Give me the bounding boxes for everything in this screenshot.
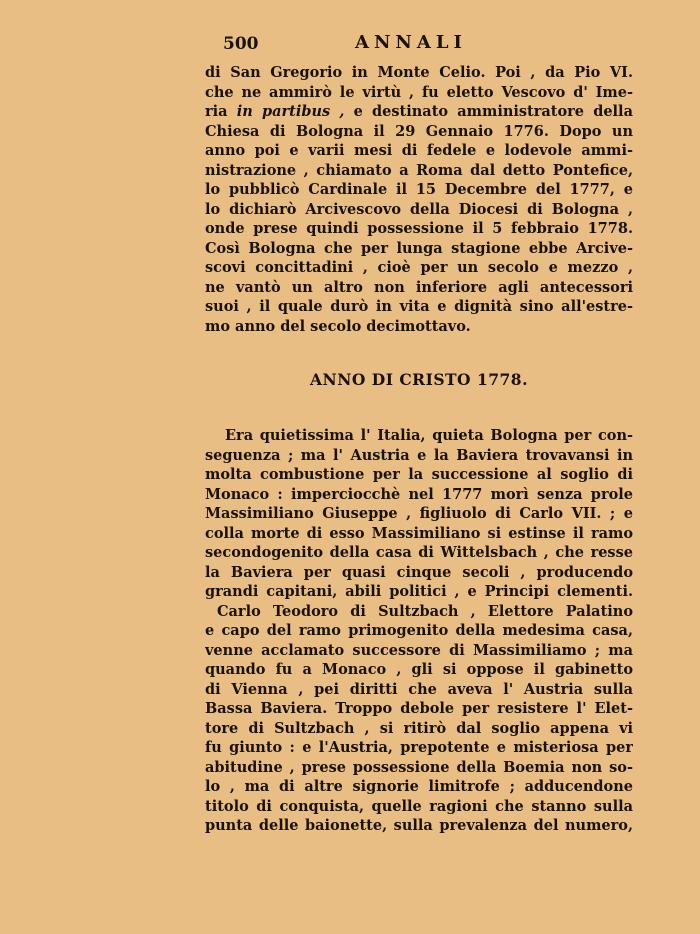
page-header	[205, 32, 625, 58]
text-fragment: ria	[205, 103, 228, 120]
text-line: fu giunto : e l'Austria, prepotente e misteriosa per	[205, 739, 633, 756]
text-line: Chiesa di Bologna il 29 Gennaio 1776. Dopo un	[205, 122, 633, 140]
text-line: di San Gregorio in Monte Celio. Poi , da Pio VI.	[205, 64, 633, 81]
text-fragment: e destinato amministratore della	[353, 103, 633, 120]
text-line: Massimiliano Giuseppe , figliuolo di Carlo VII. ; e	[205, 505, 633, 522]
text-line	[205, 102, 633, 122]
section-heading: ANNO DI CRISTO 1778.	[310, 370, 528, 389]
text-line: seguenza ; ma l' Austria e la Baviera trovavansi in	[205, 446, 633, 464]
text-line: scovi concittadini , cioè per un secolo e mezzo ,	[205, 259, 633, 276]
text-line: Così Bologna che per lunga stagione ebbe Arcive-	[205, 239, 633, 257]
text-line: Bassa Baviera. Troppo debole per resistere l' Elet-	[205, 700, 633, 717]
text-line: di Vienna , pei diritti che aveva l' Austria sulla	[205, 680, 633, 698]
text-line: venne acclamato successore di Massimiliamo ; ma	[205, 641, 633, 659]
text-line: nistrazione , chiamato a Roma dal detto Pontefice,	[205, 161, 633, 179]
text-line: punta delle baionette, sulla prevalenza del numero,	[205, 817, 633, 834]
text-line: la Baviera per quasi cinque secoli , producendo	[205, 563, 633, 581]
italic-phrase: in partibus ,	[236, 103, 345, 120]
text-line: Carlo Teodoro di Sultzbach , Elettore Palatino	[217, 602, 633, 620]
text-line: lo , ma di altre signorie limitrofe ; adducendone	[205, 778, 633, 795]
text-line: lo pubblicò Cardinale il 15 Decembre del 1777, e	[205, 181, 633, 198]
text-line: Monaco : imperciocchè nel 1777 morì senza prole	[205, 485, 633, 503]
text-line: quando fu a Monaco , gli si oppose il gabinetto	[205, 661, 633, 678]
paragraph-block-2	[205, 426, 633, 836]
text-line: lo dichiarò Arcivescovo della Diocesi di Bologna ,	[205, 200, 633, 218]
text-line: tore di Sultzbach , si ritirò dal soglio appena vi	[205, 719, 633, 737]
text-line: ne vantò un altro non inferiore agli antecessori	[205, 278, 633, 296]
text-line: Era quietissima l' Italia, quieta Bologna per con-	[225, 427, 633, 444]
text-line: molta combustione per la successione al soglio di	[205, 466, 633, 483]
text-line: secondogenito della casa di Wittelsbach , che resse	[205, 544, 633, 561]
text-line: onde prese quindi possessione il 5 febbraio 1778.	[205, 220, 633, 237]
text-line: grandi capitani, abili politici , e Principi clementi.	[205, 583, 633, 600]
page-number: 500	[223, 34, 259, 54]
text-line: suoi , il quale durò in vita e dignità sino all'estre-	[205, 298, 633, 315]
text-line: anno poi e varii mesi di fedele e lodevole ammi-	[205, 142, 633, 159]
paragraph-block-1	[205, 63, 633, 336]
running-head: ANNALI	[355, 32, 467, 53]
text-line: che ne ammirò le virtù , fu eletto Vescovo d' Ime-	[205, 83, 633, 101]
text-line: colla morte di esso Massimiliano si estinse il ramo	[205, 524, 633, 542]
text-line: e capo del ramo primogenito della medesima casa,	[205, 622, 633, 639]
text-line: titolo di conquista, quelle ragioni che stanno sulla	[205, 797, 633, 815]
text-line: abitudine , prese possessione della Boemia non so-	[205, 758, 633, 776]
text-line: mo anno del secolo decimottavo.	[205, 317, 471, 335]
